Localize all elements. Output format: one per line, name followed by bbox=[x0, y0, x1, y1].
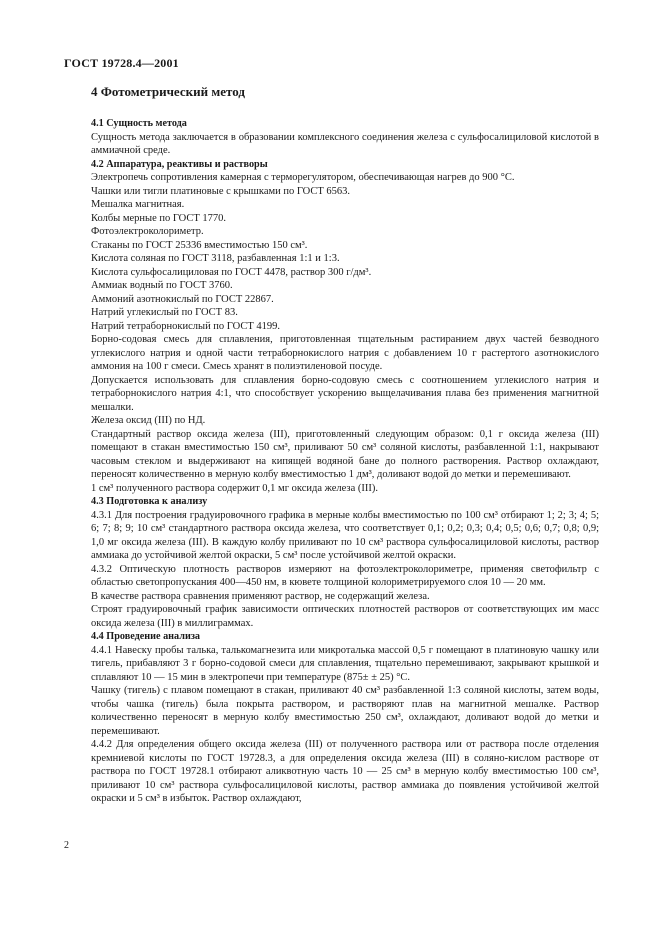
equipment-item: Аммоний азотнокислый по ГОСТ 22867. bbox=[91, 293, 274, 305]
equipment-item: Чашки или тигли платиновые с крышками по ГОСТ 6563. bbox=[91, 185, 351, 197]
paragraph: В качестве раствора сравнения применяют раствор, не содержащий железа. bbox=[91, 590, 430, 602]
paragraph: 4.4.2 Для определения общего оксида железа (III) от полученного раствора или от раствора после отделения кремниевой кислоты по ГОСТ 19728.3, а для определения оксида железа (III) в соляно-кислом растворе от раствора по ГОСТ 19728.1 отбирают аликвотную часть 10 — 25 см³ в мерную колбу вместимостью 100 см³, приливают 10 см³ раствора сульфосалициловой кислоты, раствор аммиака до появления устойчивой желтой окраски и 5 см³ в избыток. Раствор охлаждают, bbox=[91, 739, 599, 804]
standard-code-header: ГОСТ 19728.4—2001 bbox=[64, 56, 179, 70]
subsection-title-4-4: 4.4 Проведение анализа bbox=[91, 631, 201, 642]
equipment-item: Натрий углекислый по ГОСТ 83. bbox=[91, 307, 238, 318]
section-title: 4 Фотометрический метод bbox=[91, 84, 245, 99]
paragraph: Стандартный раствор оксида железа (III), приготовленный следующим образом: 0,1 г оксида железа (III) помещают в стакан вместимостью 150 см³, приливают 50 см³ соляной кислоты, разбавленной 1:1, накрывают часовым стеклом и выдерживают на кипящей водяной бане до полного растворения. Раствор охлаждают, переносят количественно в мерную колбу вместимостью 1 дм³, доливают водой до метки и перемешивают. bbox=[91, 428, 599, 480]
paragraph: 4.4.1 Навеску пробы талька, талькомагнезита или микроталька массой 0,5 г помещают в платиновую чашку или тигель, прибавляют 3 г борно-содовой смеси для сплавления, тщательно перемешивают, закрывают крышкой и сплавляют 10 — 15 мин в электропечи при температуре (875± ± 25) °С. bbox=[91, 644, 599, 683]
subsection-title-4-2: 4.2 Аппаратура, реактивы и растворы bbox=[91, 158, 268, 170]
page-number: 2 bbox=[64, 840, 69, 851]
equipment-item: Мешалка магнитная. bbox=[91, 199, 185, 210]
equipment-item: Натрий тетраборнокислый по ГОСТ 4199. bbox=[91, 320, 280, 332]
subsection-title-4-1: 4.1 Сущность метода bbox=[91, 118, 187, 129]
paragraph: 4.3.2 Оптическую плотность растворов измеряют на фотоэлектроколориметре, применяя светофильтр с областью светопропускания 400—450 нм, в кювете толщиной колориметрируемого слоя 10 — 20 мм. bbox=[91, 563, 599, 588]
paragraph: 1 см³ полученного раствора содержит 0,1 мг оксида железа (III). bbox=[91, 482, 378, 494]
document-body bbox=[91, 84, 599, 806]
equipment-item: Кислота соляная по ГОСТ 3118, разбавленная 1:1 и 1:3. bbox=[91, 253, 340, 264]
paragraph: Чашку (тигель) с плавом помещают в стакан, приливают 40 см³ разбавленной 1:3 соляной кислоты, затем воды, чтобы чашка (тигель) была покрыта раствором, и растворяют плав на магнитной мешалке. Раствор количественно переносят в мерную колбу вместимостью 250 см³, охлаждают, доливают водой до метки и перемешивают. bbox=[91, 685, 599, 737]
paragraph: Сущность метода заключается в образовании комплексного соединения железа с сульфосалициловой кислотой в аммиачной среде. bbox=[91, 131, 599, 156]
equipment-item: Стаканы по ГОСТ 25336 вместимостью 150 см³. bbox=[91, 239, 308, 251]
equipment-item: Электропечь сопротивления камерная с терморегулятором, обеспечивающая нагрев до 900 °С. bbox=[91, 172, 515, 183]
equipment-item: Кислота сульфосалициловая по ГОСТ 4478, раствор 300 г/дм³. bbox=[91, 266, 372, 278]
paragraph: Железа оксид (III) по НД. bbox=[91, 415, 206, 426]
equipment-item: Фотоэлектроколориметр. bbox=[91, 226, 204, 237]
paragraph: 4.3.1 Для построения градуировочного графика в мерные колбы вместимостью по 100 см³ отбирают 1; 2; 3; 4; 5; 6; 7; 8; 9; 10 см³ стандартного раствора оксида железа, что соответствует 0,1; 0,2; 0,3; 0,4; 0,5; 0,6; 0,7; 0,8; 0,9; 1,0 мг оксида железа (III). В каждую колбу приливают по 10 см³ раствора сульфосалициловой кислоты, раствор аммиака до устойчивой желтой окраски, 5 см³ после устойчивой желтой окраски. bbox=[91, 509, 599, 561]
equipment-item: Колбы мерные по ГОСТ 1770. bbox=[91, 212, 227, 224]
subsection-title-4-3: 4.3 Подготовка к анализу bbox=[91, 496, 208, 507]
paragraph: Борно-содовая смесь для сплавления, приготовленная тщательным растиранием двух частей безводного углекислого натрия и одной части тетраборнокислого натрия с добавлением 10 г растертого азотнокислого аммония на 100 г смеси. Смесь хранят в полиэтиленовой посуде. bbox=[91, 334, 599, 372]
equipment-item: Аммиак водный по ГОСТ 3760. bbox=[91, 280, 233, 291]
paragraph: Строят градуировочный график зависимости оптических плотностей растворов от соответствующих им масс оксида железа (III) в миллиграммах. bbox=[91, 604, 599, 629]
paragraph: Допускается использовать для сплавления борно-содовую смесь с соотношением углекислого натрия и тетраборнокислого натрия 4:1, что способствует ускорению выщелачивания плава без применения магнитной мешалки. bbox=[91, 374, 599, 413]
